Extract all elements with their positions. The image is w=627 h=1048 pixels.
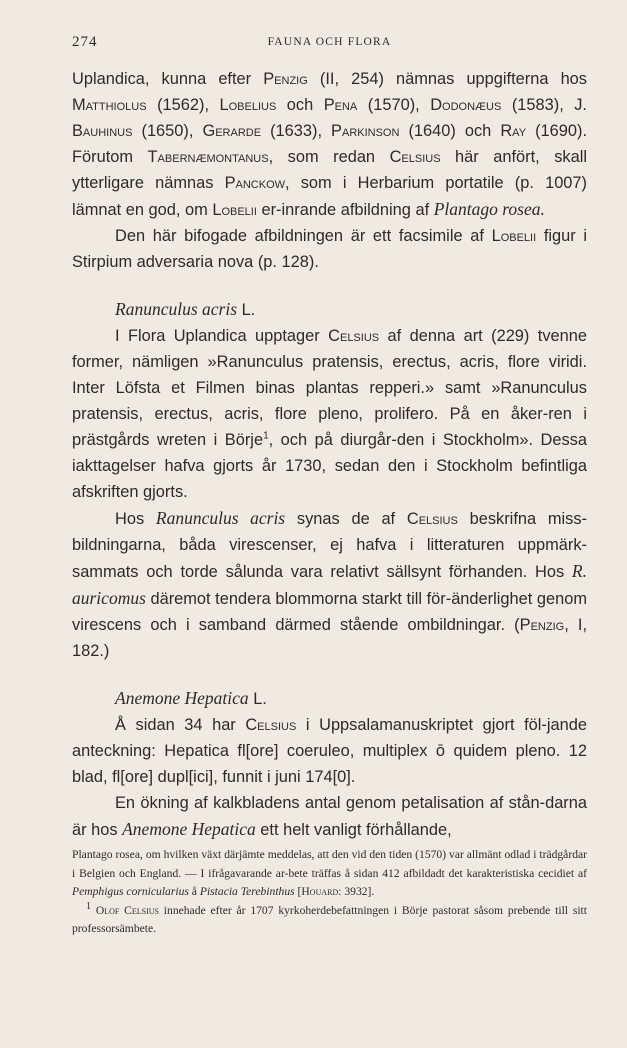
paragraph-4: Hos Ranunculus acris synas de af Celsius beskrifna miss-bildningarna, båda virescenser, ej hafva i litteraturen uppmärk-sammats och torde sålunda vara relativt sällsynt förhanden. Hos R. auricomus däremot tendera blommorna starkt till för-änderlighet genom virescens och i samband därmed stående ombildningar. (Penzig, I, 182.) [72,508,588,660]
paragraph-6: En ökning af kalkbladens antal genom petalisation af stån-darna är hos Anemone Hepatica ett helt vanligt förhållande, [72,794,587,839]
footnotes [72,846,587,939]
footnote-ref: 1 [263,430,269,442]
running-title: FAUNA OCH FLORA [267,36,392,48]
footnote-continued: Plantago rosea, om hvilken växt därjämte meddelas, att den vid den tiden (1570) var allmänt odlad i trädgårdar i Belgien och England. — I ifrågavarande ar-bete träffas å sidan 412 afbildadt det karakteristiska cecidiet af Pemphigus cornicularius å Pistacia Terebinthus [Houard: 3932]. [72,848,587,898]
section-heading-ranunculus: Ranunculus acris L. [115,299,256,319]
section-heading-anemone: Anemone Hepatica L. [115,688,267,708]
paragraph-5: Å sidan 34 har Celsius i Uppsalamanuskriptet gjort föl-jande anteckning: Hepatica fl[ore] coeruleo, multiplex ō quidem pleno. 12 blad, fl[ore] dupl[ici], funnit i juni 174[0]. [72,716,587,786]
paragraph-2: Den här bifogade afbildningen är ett facsimile af Lobelii figur i Stirpium adversaria nova (p. 128). [72,227,588,271]
main-text [72,66,587,843]
paragraph-3: I Flora Uplandica upptager Celsius af denna art (229) tvenne former, nämligen »Ranunculus pratensis, erectus, acris, flore viridi. Inter Löfsta et Filmen binas plantas repperi.» samt »Ranunculus pratensis, erectus, acris, flore pleno, prolifero. På en åker-ren i prästgårds wreten i Börje$^1$, och på diurgår-den i Stockholm». Dessa iakttagelser hafva gjorts år 1730, sedan den i Stockholm befintliga afskriften gjorts. [72,327,588,501]
paragraph-1: Uplandica, kunna efter Penzig (II, 254) nämnas uppgifterna hos Matthiolus (1562), Lobelius och Pena (1570), Dodonæus (1583), J. Bauhinus (1650), Gerarde (1633), Parkinson (1640) och Ray (1690). Förutom Tabernæmontanus, som redan Celsius här anfört, skall ytterligare nämnas Panckow, som i Herbarium portatile (p. 1007) lämnat en god, om Lobelii er-inrande afbildning af Plantago rosea. [72,70,588,219]
page-header [72,34,587,52]
footnote-1: $^1$ Olof Celsius innehade efter år 1707 kyrkoherdebefattningen i Börje pastorat såsom prebende till sitt professorsämbete. [72,900,587,935]
page-number: 274 [72,34,98,50]
